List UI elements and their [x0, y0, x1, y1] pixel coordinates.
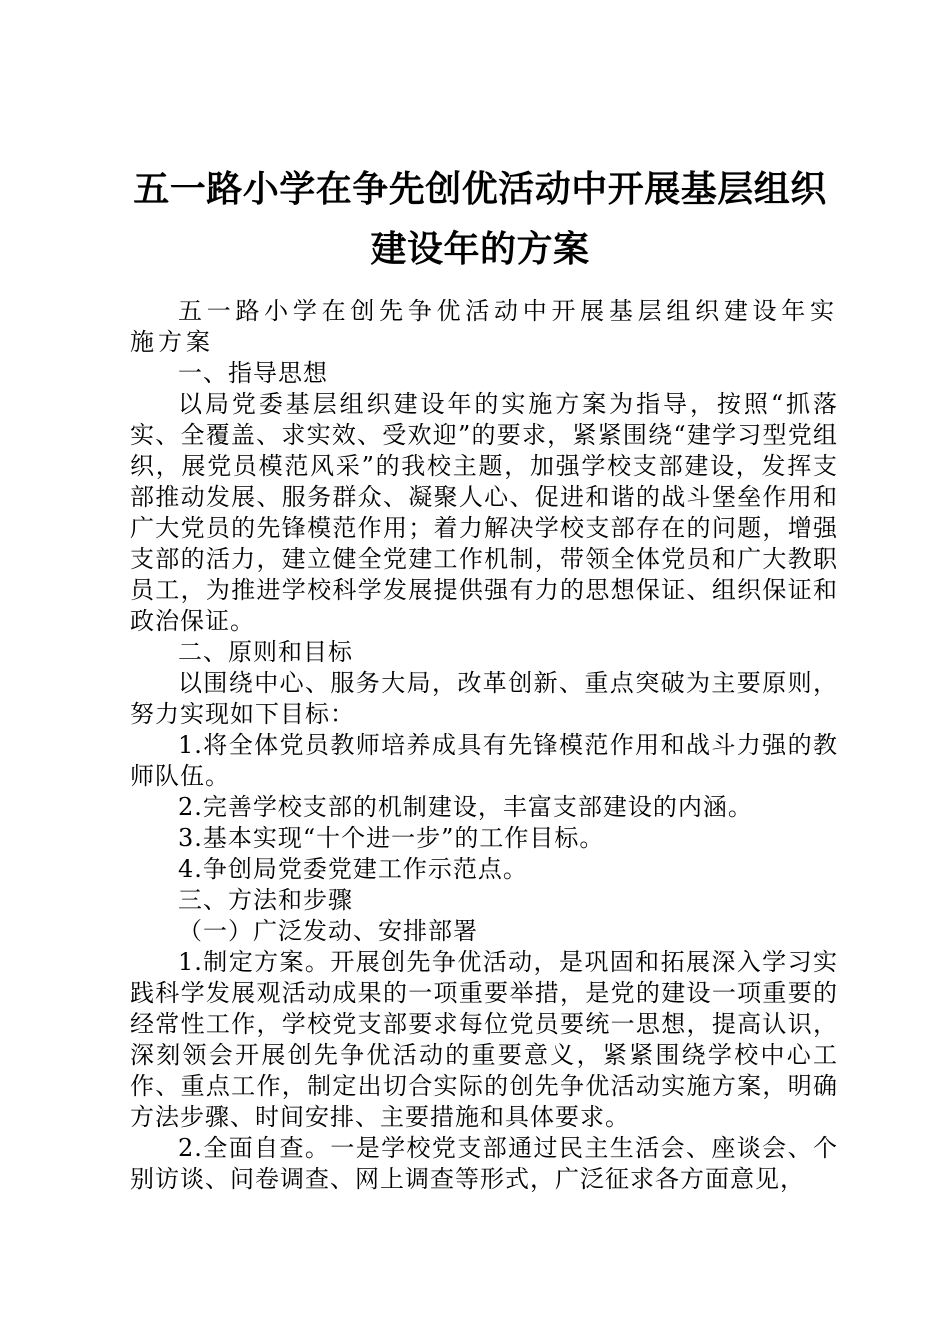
section-heading: 三、方法和步骤 — [178, 886, 353, 914]
body-paragraph: 2.全面自查。一是学校党支部通过民主生活会、座谈会、个别访谈、问卷调查、网上调查等形式，广泛征求各方面意见， — [130, 1134, 838, 1193]
document-body — [130, 296, 838, 1195]
list-item: 4.争创局党委党建工作示范点。 — [178, 855, 528, 883]
body-paragraph: 1.制定方案。开展创先争优活动，是巩固和拓展深入学习实践科学发展观活动成果的一项重要举措，是党的建设一项重要的经常性工作，学校党支部要求每位党员要统一思想，提高认识，深刻领会开展创先争优活动的重要意义，紧紧围绕学校中心工作、重点工作，制定出切合实际的创先争优活动实施方案，明确方法步骤、时间安排、主要措施和具体要求。 — [130, 948, 838, 1131]
subtitle-paragraph: 五一路小学在创先争优活动中开展基层组织建设年实施方案 — [130, 297, 838, 356]
list-item: 1.将全体党员教师培养成具有先锋模范作用和战斗力强的教师队伍。 — [130, 731, 838, 790]
section-heading: 二、原则和目标 — [178, 638, 353, 666]
body-paragraph: 以局党委基层组织建设年的实施方案为指导，按照“抓落实、全覆盖、求实效、受欢迎”的要求，紧紧围绕“建学习型党组织，展党员模范风采”的我校主题，加强学校支部建设，发挥支部推动发展、服务群众、凝聚人心、促进和谐的战斗堡垒作用和广大党员的先锋模范作用；着力解决学校支部存在的问题，增强支部的活力，建立健全党建工作机制，带领全体党员和广大教职员工，为推进学校科学发展提供强有力的思想保证、组织保证和政治保证。 — [130, 390, 838, 635]
list-item: 3.基本实现“十个进一步”的工作目标。 — [178, 824, 605, 852]
body-paragraph: 以围绕中心、服务大局，改革创新、重点突破为主要原则，努力实现如下目标： — [130, 669, 838, 728]
section-heading: 一、指导思想 — [178, 359, 328, 387]
document-title: 五一路小学在争先创优活动中开展基层组织建设年的方案 — [133, 169, 827, 270]
list-item: 2.完善学校支部的机制建设，丰富支部建设的内涵。 — [178, 793, 753, 821]
subsection-heading: （一）广泛发动、安排部署 — [178, 917, 478, 945]
